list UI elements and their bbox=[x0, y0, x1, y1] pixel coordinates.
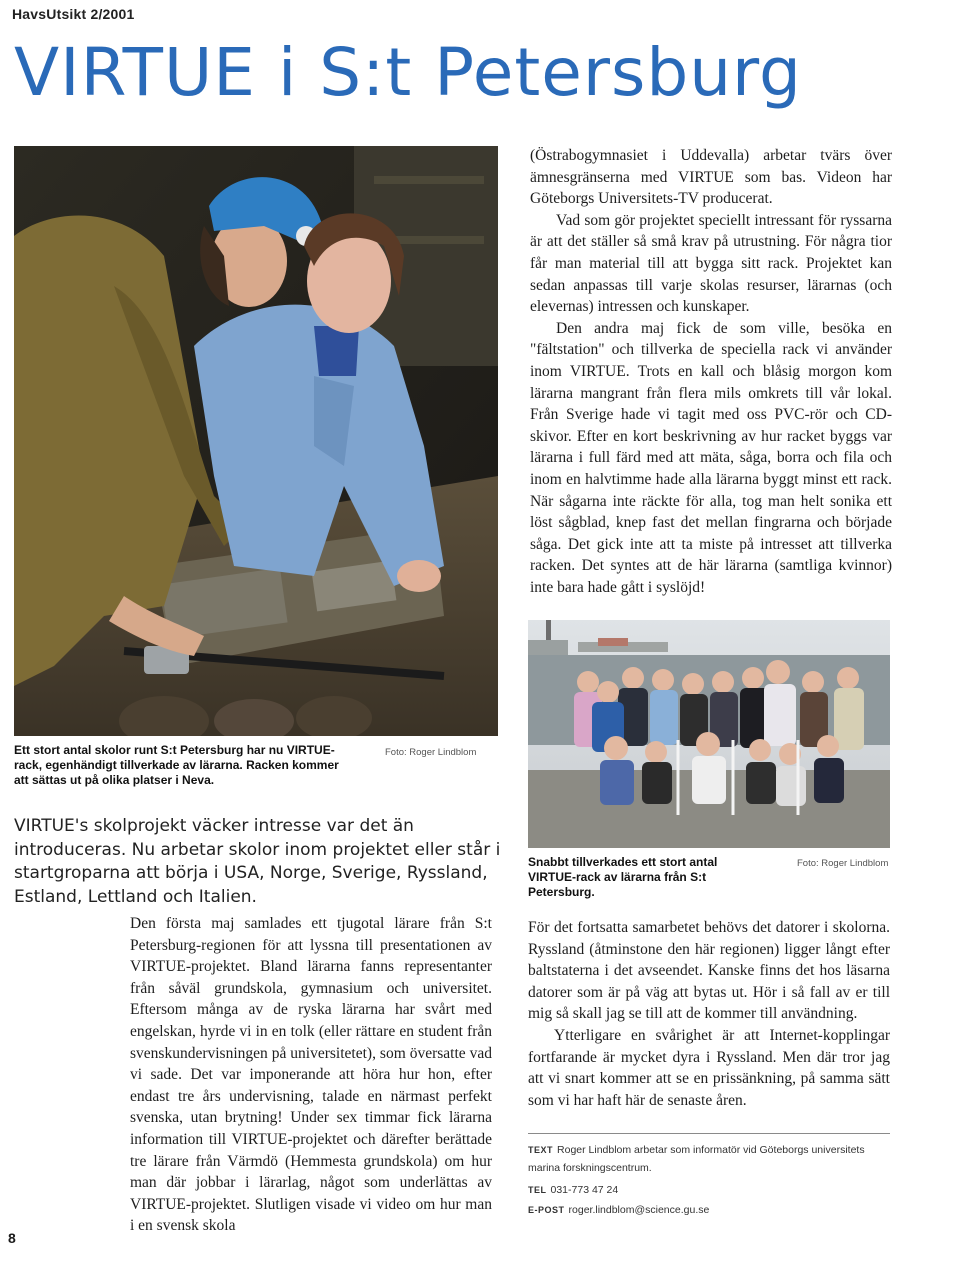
workshop-photo bbox=[14, 146, 498, 736]
author-phone: 031-773 47 24 bbox=[550, 1184, 619, 1196]
footer-divider bbox=[528, 1133, 890, 1134]
issue-header: HavsUtsikt 2/2001 bbox=[12, 6, 135, 22]
left-column bbox=[130, 913, 492, 1237]
intro-paragraph: VIRTUE's skolprojekt väcker intresse var det än introduceras. Nu arbetar skolor inom projektet eller står i startgroparna att börja i USA, Norge, Sverige, Ryssland, Estland, Lettland och Italien. bbox=[14, 816, 501, 907]
author-email[interactable]: roger.lindblom@science.gu.se bbox=[568, 1204, 710, 1216]
workshop-photo-credit: Foto: Roger Lindblom bbox=[385, 747, 477, 758]
page-number: 8 bbox=[8, 1230, 16, 1246]
group-photo-illustration bbox=[528, 620, 890, 848]
author-email-line bbox=[528, 1201, 890, 1219]
group-photo-caption: Snabbt tillverkades ett stort antal VIRTUE-rack av lärarna från S:t Petersburg. bbox=[528, 855, 718, 899]
group-photo-credit: Foto: Roger Lindblom bbox=[797, 858, 889, 869]
paragraph: För det fortsatta samarbetet behövs det datorer i skolorna. Ryssland (åtminstone den här regionen) ligger långt efter baltstaterna i det avseendet. Kanske finns det hos läsarna datorer som är på väg att bytas ut. Hör i så fall av er till mig så skall jag se till att de kommer till användning. bbox=[528, 919, 890, 1023]
right-column-top bbox=[530, 145, 892, 598]
author-description: Roger Lindblom arbetar som informatör vid Göteborgs universitets marina forskningscentrum. bbox=[528, 1144, 865, 1174]
email-label: E-POST bbox=[528, 1205, 565, 1215]
paragraph: Den andra maj fick de som ville, besöka en "fältstation" och tillverka de speciella rack vi använder inom VIRTUE. Trots en kall och blåsig morgon kom lärarna mangrant från flera mils omkrets till vår lokal. Från Sverige hade vi tagit med oss PVC-rör och CD-skivor. Efter en kort beskrivning av hur racket byggs var lärarna i full färd med att mäta, såga, borra och fila och inom en halvtimme hade alla lärarna byggt minst ett rack. När sågarna inte räckte för alla, tog man helt sonika ett löst sågblad, knep fast det mellan fingrarna och började såga. Det gick inte att ta miste på intresset att tillverka racken. Det syntes att de här lärarna (samtliga kvinnor) inte bara hade gått i syslöjd! bbox=[530, 319, 892, 596]
author-info bbox=[528, 1141, 890, 1219]
author-text-line bbox=[528, 1141, 890, 1177]
author-phone-line bbox=[528, 1181, 890, 1199]
workshop-photo-caption: Ett stort antal skolor runt S:t Petersburg har nu VIRTUE-rack, egenhändigt tillverkade av lärarna. Racken kommer att sättas ut på olika platser i Neva. bbox=[14, 743, 339, 787]
paragraph: (Östrabogymnasiet i Uddevalla) arbetar tvärs över ämnesgränserna med VIRTUE som bas. Videon har Göteborgs Universitets-TV producerat. bbox=[530, 147, 892, 208]
paragraph: Ytterligare en svårighet är att Internet-kopplingar fortfarande är mycket dyra i Ryssland. Men där tror jag att vi snart kommer att se en prissänkning, på samma sätt som vi har haft här de senaste åren. bbox=[528, 1026, 890, 1109]
text-label: TEXT bbox=[528, 1145, 554, 1155]
article-title: VIRTUE i S:t Petersburg bbox=[14, 34, 802, 111]
tel-label: TEL bbox=[528, 1185, 547, 1195]
workshop-photo-illustration bbox=[14, 146, 498, 736]
group-photo bbox=[528, 620, 890, 848]
right-column-bottom bbox=[528, 917, 890, 1111]
paragraph: Vad som gör projektet speciellt intressant för ryssarna är att det ställer så små krav på utrustning. För några tior får man material till att bygga sitt rack. Projektet kan sedan anpassas till varje skolas resurser, lärarnas (och elevernas) intressen och kunskaper. bbox=[530, 211, 892, 316]
paragraph: Den första maj samlades ett tjugotal lärare från S:t Petersburg-regionen för att lyssna till presentationen av VIRTUE-projektet. Bland lärarna fanns representanter från såväl grundskola, gymnasium och universitet. Eftersom många av de ryska lärarna har svårt med engelskan, hyrde vi in en tolk (eller rättare en student från svenskundervisningen på universitetet), som översatte vad vi sade. Det var imponerande att höra hur hon, efter endast tre års undervisning, talade en närmast perfekt svenska, utan brytning! Under sex timmar fick lärarna information till VIRTUE-projektet och därefter berättade tre lärare från Värmdö (Hemmesta grundskola) om hur man där jobbar i lärarlag, något som underlättas av VIRTUE-projektet. Slutligen visade vi video om hur man i en svensk skola bbox=[130, 915, 492, 1235]
